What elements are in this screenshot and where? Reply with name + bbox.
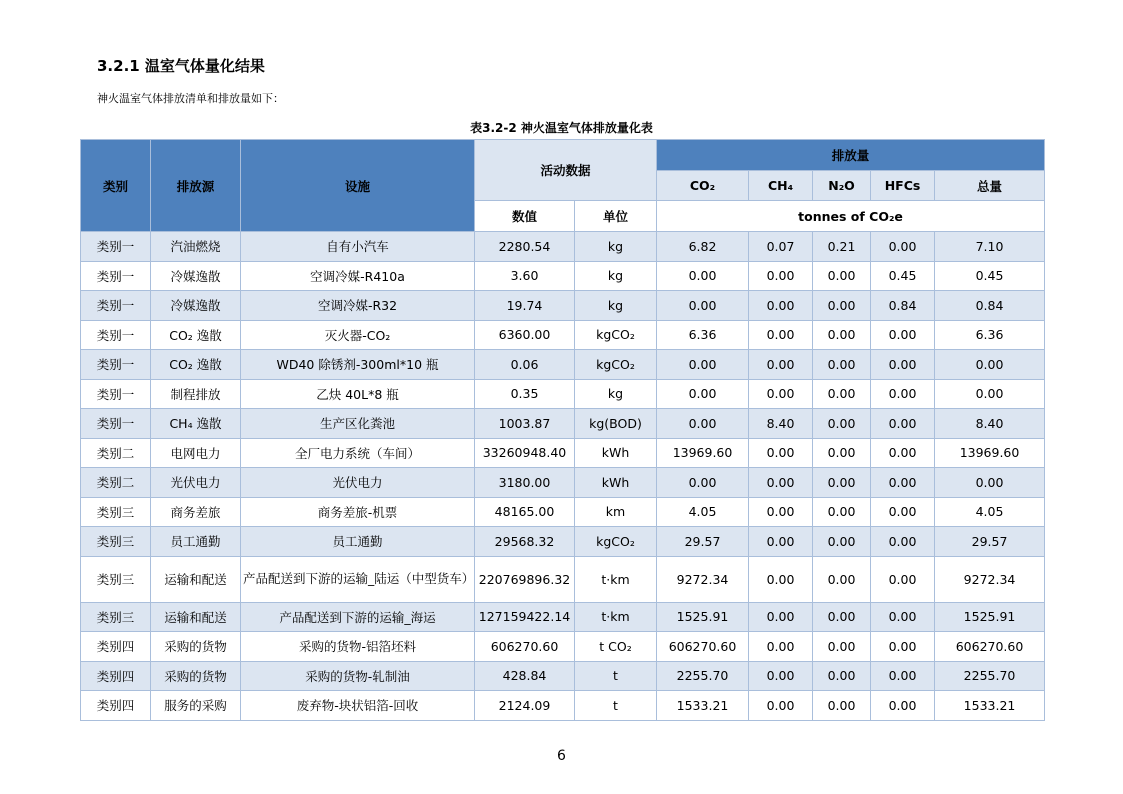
cell-category: 类别一 [81,261,151,291]
cell-facility: 废弃物-块状铝箔-回收 [241,691,475,721]
cell-total: 29.57 [935,527,1045,557]
cell-total: 0.84 [935,291,1045,321]
cell-unit: kWh [575,468,657,498]
cell-n2o: 0.00 [813,632,871,662]
cell-hfcs: 0.00 [871,632,935,662]
cell-category: 类别三 [81,497,151,527]
cell-co2: 1533.21 [657,691,749,721]
cell-n2o: 0.00 [813,261,871,291]
cell-value: 19.74 [475,291,575,321]
header-hfcs: HFCs [871,171,935,201]
cell-unit: kWh [575,438,657,468]
cell-hfcs: 0.00 [871,602,935,632]
cell-source: 光伏电力 [151,468,241,498]
table-row [81,468,1045,498]
table-row [81,261,1045,291]
cell-source: 汽油燃烧 [151,232,241,262]
cell-value: 1003.87 [475,409,575,439]
cell-n2o: 0.21 [813,232,871,262]
header-co2: CO₂ [657,171,749,201]
cell-total: 0.00 [935,379,1045,409]
cell-unit: t [575,691,657,721]
cell-source: 制程排放 [151,379,241,409]
cell-hfcs: 0.00 [871,379,935,409]
cell-co2: 1525.91 [657,602,749,632]
cell-hfcs: 0.00 [871,232,935,262]
cell-co2: 0.00 [657,379,749,409]
header-category: 类别 [81,140,151,232]
cell-co2: 0.00 [657,291,749,321]
cell-category: 类别三 [81,602,151,632]
cell-n2o: 0.00 [813,438,871,468]
cell-facility: 生产区化粪池 [241,409,475,439]
cell-n2o: 0.00 [813,691,871,721]
cell-unit: km [575,497,657,527]
cell-facility: 全厂电力系统（车间） [241,438,475,468]
section-heading: 3.2.1 温室气体量化结果 [97,57,265,75]
table-row [81,602,1045,632]
cell-value: 6360.00 [475,320,575,350]
cell-co2: 606270.60 [657,632,749,662]
cell-category: 类别三 [81,527,151,557]
cell-source: 电网电力 [151,438,241,468]
table-row [81,661,1045,691]
cell-facility: WD40 除锈剂-300ml*10 瓶 [241,350,475,380]
cell-hfcs: 0.00 [871,409,935,439]
cell-ch4: 0.00 [749,661,813,691]
cell-ch4: 0.00 [749,602,813,632]
table-row [81,232,1045,262]
cell-category: 类别四 [81,661,151,691]
cell-source: 商务差旅 [151,497,241,527]
cell-ch4: 0.07 [749,232,813,262]
cell-hfcs: 0.45 [871,261,935,291]
cell-ch4: 0.00 [749,350,813,380]
table-caption: 表3.2-2 神火温室气体排放量化表 [470,121,653,135]
cell-category: 类别四 [81,691,151,721]
cell-value: 428.84 [475,661,575,691]
cell-ch4: 0.00 [749,556,813,602]
cell-category: 类别二 [81,438,151,468]
cell-facility: 产品配送到下游的运输_海运 [241,602,475,632]
cell-source: 运输和配送 [151,602,241,632]
cell-hfcs: 0.84 [871,291,935,321]
cell-n2o: 0.00 [813,468,871,498]
cell-source: 冷媒逸散 [151,291,241,321]
cell-ch4: 0.00 [749,320,813,350]
cell-ch4: 0.00 [749,497,813,527]
cell-co2: 4.05 [657,497,749,527]
cell-value: 2124.09 [475,691,575,721]
table-row [81,291,1045,321]
cell-total: 13969.60 [935,438,1045,468]
cell-n2o: 0.00 [813,379,871,409]
cell-facility: 乙炔 40L*8 瓶 [241,379,475,409]
cell-value: 0.06 [475,350,575,380]
header-n2o: N₂O [813,171,871,201]
cell-unit: kg [575,232,657,262]
table-row [81,632,1045,662]
cell-ch4: 0.00 [749,261,813,291]
cell-unit: t CO₂ [575,632,657,662]
cell-value: 48165.00 [475,497,575,527]
cell-source: 采购的货物 [151,661,241,691]
cell-co2: 0.00 [657,468,749,498]
cell-source: 运输和配送 [151,556,241,602]
cell-category: 类别一 [81,291,151,321]
cell-facility: 商务差旅-机票 [241,497,475,527]
cell-hfcs: 0.00 [871,497,935,527]
cell-hfcs: 0.00 [871,468,935,498]
cell-hfcs: 0.00 [871,691,935,721]
cell-hfcs: 0.00 [871,527,935,557]
cell-unit: kgCO₂ [575,320,657,350]
cell-value: 2280.54 [475,232,575,262]
cell-unit: kg(BOD) [575,409,657,439]
cell-unit: kgCO₂ [575,350,657,380]
header-facility: 设施 [241,140,475,232]
cell-ch4: 0.00 [749,468,813,498]
cell-facility: 光伏电力 [241,468,475,498]
cell-value: 606270.60 [475,632,575,662]
cell-value: 0.35 [475,379,575,409]
emissions-table [80,139,1045,721]
cell-total: 0.45 [935,261,1045,291]
table-row [81,527,1045,557]
header-ch4: CH₄ [749,171,813,201]
header-tonnes: tonnes of CO₂e [657,201,1045,232]
cell-category: 类别一 [81,379,151,409]
header-value: 数值 [475,201,575,232]
cell-source: 采购的货物 [151,632,241,662]
cell-source: CO₂ 逸散 [151,320,241,350]
cell-facility: 采购的货物-铝箔坯料 [241,632,475,662]
cell-ch4: 0.00 [749,438,813,468]
cell-total: 1525.91 [935,602,1045,632]
cell-category: 类别二 [81,468,151,498]
cell-unit: t·km [575,556,657,602]
cell-source: 服务的采购 [151,691,241,721]
cell-hfcs: 0.00 [871,438,935,468]
cell-category: 类别一 [81,232,151,262]
cell-co2: 13969.60 [657,438,749,468]
cell-hfcs: 0.00 [871,350,935,380]
header-source: 排放源 [151,140,241,232]
cell-ch4: 8.40 [749,409,813,439]
cell-n2o: 0.00 [813,409,871,439]
cell-category: 类别一 [81,350,151,380]
cell-total: 1533.21 [935,691,1045,721]
cell-n2o: 0.00 [813,661,871,691]
cell-unit: kg [575,261,657,291]
cell-co2: 0.00 [657,261,749,291]
cell-unit: t [575,661,657,691]
cell-facility: 员工通勤 [241,527,475,557]
cell-hfcs: 0.00 [871,556,935,602]
cell-facility: 产品配送到下游的运输_陆运（中型货车） [241,556,475,602]
cell-source: CO₂ 逸散 [151,350,241,380]
cell-co2: 9272.34 [657,556,749,602]
cell-hfcs: 0.00 [871,661,935,691]
cell-n2o: 0.00 [813,602,871,632]
cell-source: 员工通勤 [151,527,241,557]
cell-facility: 灭火器-CO₂ [241,320,475,350]
header-emissions: 排放量 [657,140,1045,171]
cell-facility: 空调冷媒-R32 [241,291,475,321]
cell-ch4: 0.00 [749,632,813,662]
cell-hfcs: 0.00 [871,320,935,350]
cell-unit: kg [575,379,657,409]
cell-unit: kgCO₂ [575,527,657,557]
cell-n2o: 0.00 [813,291,871,321]
header-total: 总量 [935,171,1045,201]
table-body [81,232,1045,721]
table-row [81,691,1045,721]
cell-co2: 29.57 [657,527,749,557]
cell-value: 29568.32 [475,527,575,557]
cell-total: 6.36 [935,320,1045,350]
header-unit: 单位 [575,201,657,232]
cell-value: 33260948.40 [475,438,575,468]
table-row [81,438,1045,468]
cell-n2o: 0.00 [813,320,871,350]
cell-total: 606270.60 [935,632,1045,662]
table-row [81,409,1045,439]
cell-co2: 0.00 [657,409,749,439]
cell-facility: 采购的货物-轧制油 [241,661,475,691]
cell-source: 冷媒逸散 [151,261,241,291]
cell-total: 0.00 [935,350,1045,380]
page-number: 6 [557,748,566,764]
cell-total: 2255.70 [935,661,1045,691]
cell-co2: 2255.70 [657,661,749,691]
cell-category: 类别三 [81,556,151,602]
cell-total: 9272.34 [935,556,1045,602]
cell-unit: kg [575,291,657,321]
cell-value: 3.60 [475,261,575,291]
table-row [81,556,1045,602]
cell-n2o: 0.00 [813,350,871,380]
cell-ch4: 0.00 [749,527,813,557]
cell-value: 127159422.14 [475,602,575,632]
cell-category: 类别四 [81,632,151,662]
cell-value: 220769896.32 [475,556,575,602]
cell-category: 类别一 [81,320,151,350]
table-row [81,350,1045,380]
cell-ch4: 0.00 [749,379,813,409]
cell-n2o: 0.00 [813,497,871,527]
cell-n2o: 0.00 [813,556,871,602]
cell-co2: 0.00 [657,350,749,380]
cell-total: 4.05 [935,497,1045,527]
table-row [81,379,1045,409]
table-row [81,497,1045,527]
cell-total: 7.10 [935,232,1045,262]
cell-unit: t·km [575,602,657,632]
cell-facility: 自有小汽车 [241,232,475,262]
cell-n2o: 0.00 [813,527,871,557]
cell-category: 类别一 [81,409,151,439]
table-row [81,320,1045,350]
cell-total: 8.40 [935,409,1045,439]
cell-co2: 6.82 [657,232,749,262]
cell-co2: 6.36 [657,320,749,350]
cell-ch4: 0.00 [749,291,813,321]
cell-value: 3180.00 [475,468,575,498]
cell-total: 0.00 [935,468,1045,498]
intro-text: 神火温室气体排放清单和排放量如下： [97,92,284,105]
cell-source: CH₄ 逸散 [151,409,241,439]
cell-facility: 空调冷媒-R410a [241,261,475,291]
cell-ch4: 0.00 [749,691,813,721]
header-activity: 活动数据 [475,140,657,201]
